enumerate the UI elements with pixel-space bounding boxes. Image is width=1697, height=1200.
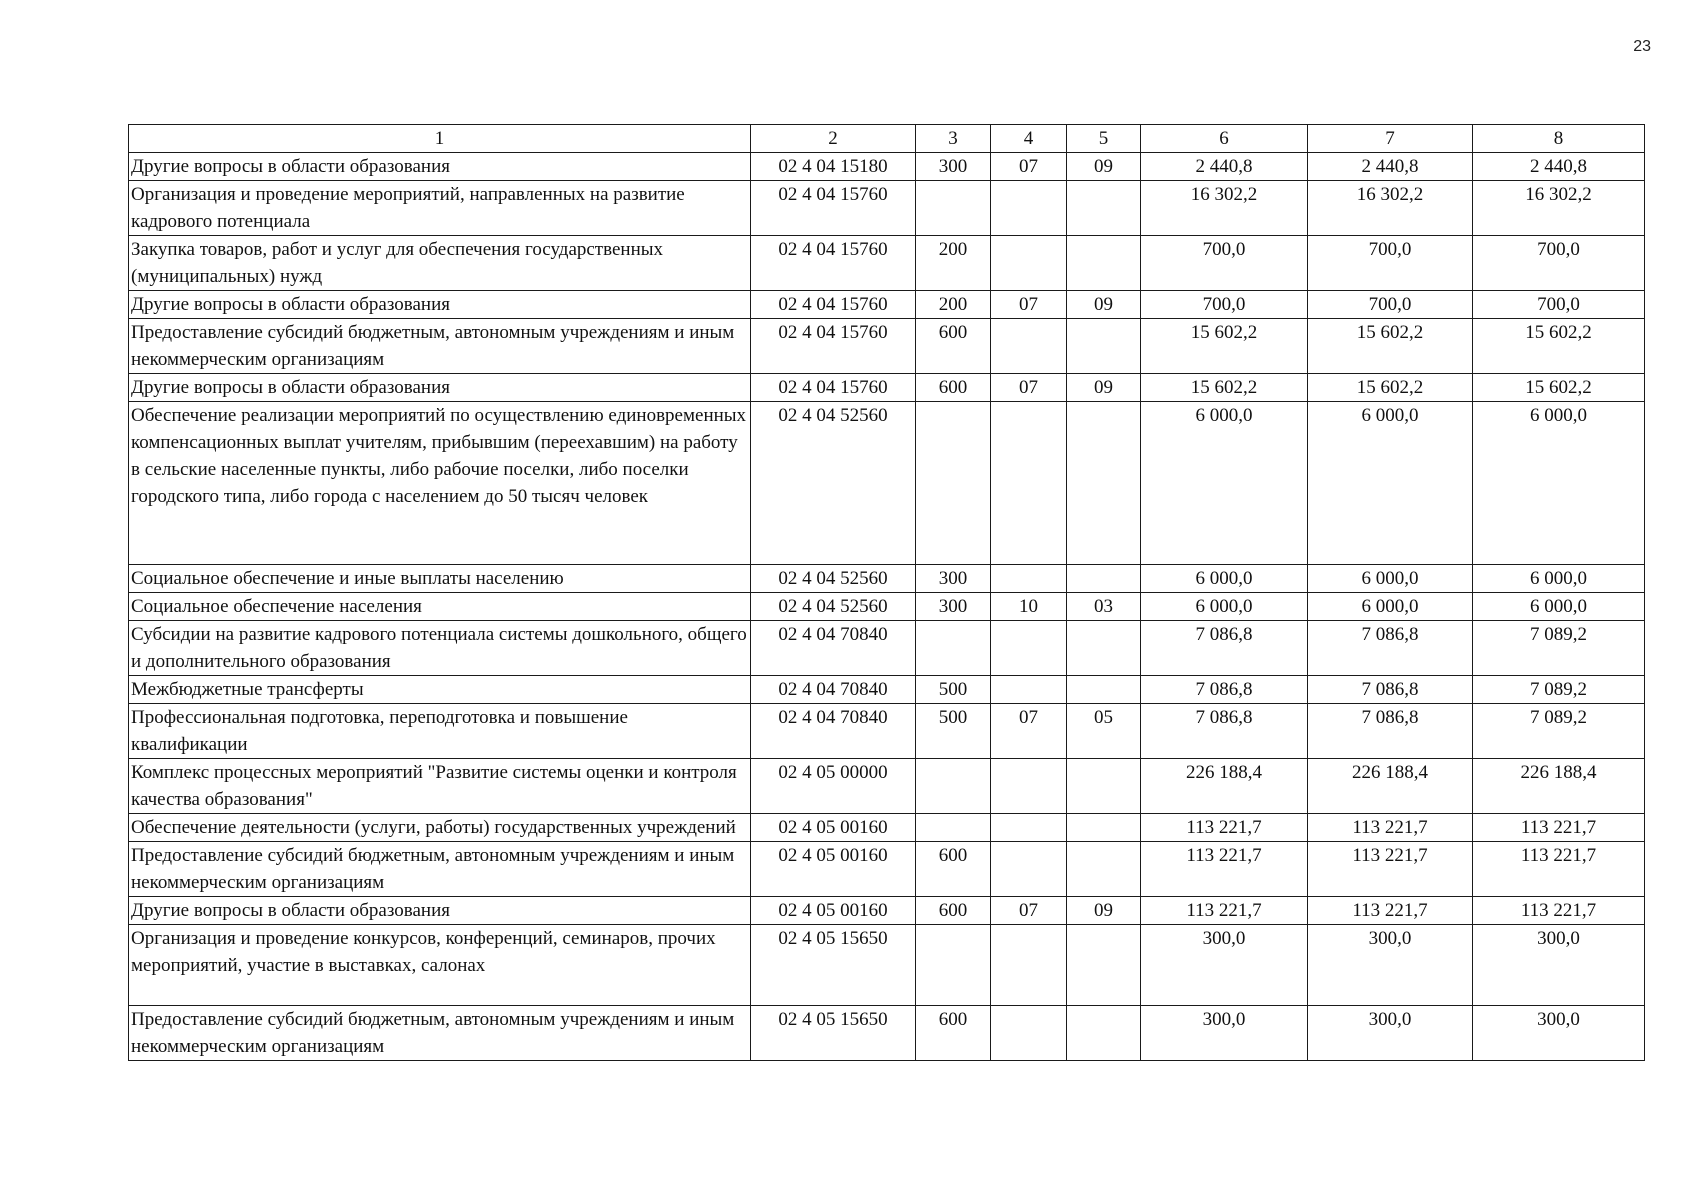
amount-col6-cell: 7 086,8 bbox=[1141, 676, 1308, 704]
page-number: 23 bbox=[1633, 38, 1651, 55]
amount-col7-cell: 113 221,7 bbox=[1308, 897, 1473, 925]
subsection-cell bbox=[1067, 621, 1141, 676]
amount-col8-cell: 113 221,7 bbox=[1473, 814, 1645, 842]
section-cell bbox=[991, 565, 1067, 593]
amount-col7-cell: 113 221,7 bbox=[1308, 842, 1473, 897]
subsection-cell bbox=[1067, 319, 1141, 374]
table-row bbox=[129, 565, 1645, 593]
section-cell: 07 bbox=[991, 291, 1067, 319]
amount-col7-cell: 6 000,0 bbox=[1308, 593, 1473, 621]
table-row bbox=[129, 759, 1645, 814]
subsection-cell: 09 bbox=[1067, 897, 1141, 925]
amount-col7-cell: 7 086,8 bbox=[1308, 621, 1473, 676]
expense-type-cell: 600 bbox=[916, 1006, 991, 1061]
amount-col8-cell: 226 188,4 bbox=[1473, 759, 1645, 814]
amount-col8-cell: 700,0 bbox=[1473, 236, 1645, 291]
subsection-cell bbox=[1067, 1006, 1141, 1061]
expense-type-cell bbox=[916, 814, 991, 842]
table-row bbox=[129, 319, 1645, 374]
target-code-cell: 02 4 04 70840 bbox=[751, 621, 916, 676]
amount-col6-cell: 15 602,2 bbox=[1141, 319, 1308, 374]
amount-col8-cell: 300,0 bbox=[1473, 925, 1645, 1006]
subsection-cell bbox=[1067, 565, 1141, 593]
item-name-cell: Предоставление субсидий бюджетным, автономным учреждениям и иным некоммерческим организациям bbox=[129, 842, 751, 897]
amount-col7-cell: 16 302,2 bbox=[1308, 181, 1473, 236]
section-cell bbox=[991, 676, 1067, 704]
table-row bbox=[129, 402, 1645, 565]
item-name-cell: Другие вопросы в области образования bbox=[129, 897, 751, 925]
section-cell bbox=[991, 236, 1067, 291]
target-code-cell: 02 4 04 52560 bbox=[751, 593, 916, 621]
expense-type-cell bbox=[916, 402, 991, 565]
item-name-cell: Профессиональная подготовка, переподготовка и повышение квалификации bbox=[129, 704, 751, 759]
amount-col8-cell: 6 000,0 bbox=[1473, 402, 1645, 565]
item-name-cell: Социальное обеспечение населения bbox=[129, 593, 751, 621]
section-cell bbox=[991, 925, 1067, 1006]
amount-col8-cell: 15 602,2 bbox=[1473, 319, 1645, 374]
table-row bbox=[129, 814, 1645, 842]
target-code-cell: 02 4 04 70840 bbox=[751, 704, 916, 759]
item-name-cell: Межбюджетные трансферты bbox=[129, 676, 751, 704]
table-row bbox=[129, 374, 1645, 402]
subsection-cell: 09 bbox=[1067, 153, 1141, 181]
amount-col7-cell: 2 440,8 bbox=[1308, 153, 1473, 181]
section-cell: 07 bbox=[991, 897, 1067, 925]
amount-col7-cell: 15 602,2 bbox=[1308, 319, 1473, 374]
header-cell: 5 bbox=[1067, 125, 1141, 153]
amount-col8-cell: 300,0 bbox=[1473, 1006, 1645, 1061]
item-name-cell: Субсидии на развитие кадрового потенциала системы дошкольного, общего и дополнительного образования bbox=[129, 621, 751, 676]
amount-col8-cell: 113 221,7 bbox=[1473, 842, 1645, 897]
item-name-cell: Другие вопросы в области образования bbox=[129, 374, 751, 402]
amount-col8-cell: 16 302,2 bbox=[1473, 181, 1645, 236]
expense-type-cell: 300 bbox=[916, 153, 991, 181]
amount-col7-cell: 15 602,2 bbox=[1308, 374, 1473, 402]
section-cell bbox=[991, 814, 1067, 842]
amount-col7-cell: 300,0 bbox=[1308, 925, 1473, 1006]
amount-col8-cell: 7 089,2 bbox=[1473, 704, 1645, 759]
target-code-cell: 02 4 04 15180 bbox=[751, 153, 916, 181]
subsection-cell: 09 bbox=[1067, 374, 1141, 402]
section-cell bbox=[991, 1006, 1067, 1061]
expense-type-cell: 500 bbox=[916, 704, 991, 759]
expense-type-cell: 600 bbox=[916, 842, 991, 897]
table-row bbox=[129, 621, 1645, 676]
expense-type-cell: 300 bbox=[916, 565, 991, 593]
subsection-cell: 09 bbox=[1067, 291, 1141, 319]
target-code-cell: 02 4 04 15760 bbox=[751, 374, 916, 402]
header-cell: 2 bbox=[751, 125, 916, 153]
item-name-cell: Предоставление субсидий бюджетным, автономным учреждениям и иным некоммерческим организациям bbox=[129, 1006, 751, 1061]
subsection-cell: 03 bbox=[1067, 593, 1141, 621]
amount-col6-cell: 7 086,8 bbox=[1141, 704, 1308, 759]
expense-type-cell bbox=[916, 759, 991, 814]
subsection-cell bbox=[1067, 402, 1141, 565]
target-code-cell: 02 4 05 00000 bbox=[751, 759, 916, 814]
expense-type-cell bbox=[916, 181, 991, 236]
subsection-cell bbox=[1067, 759, 1141, 814]
amount-col8-cell: 700,0 bbox=[1473, 291, 1645, 319]
amount-col7-cell: 6 000,0 bbox=[1308, 402, 1473, 565]
table-row bbox=[129, 842, 1645, 897]
section-cell bbox=[991, 842, 1067, 897]
header-cell: 4 bbox=[991, 125, 1067, 153]
section-cell bbox=[991, 621, 1067, 676]
header-row bbox=[129, 125, 1645, 153]
amount-col8-cell: 7 089,2 bbox=[1473, 621, 1645, 676]
section-cell bbox=[991, 402, 1067, 565]
amount-col6-cell: 2 440,8 bbox=[1141, 153, 1308, 181]
item-name-cell: Другие вопросы в области образования bbox=[129, 291, 751, 319]
subsection-cell: 05 bbox=[1067, 704, 1141, 759]
amount-col7-cell: 300,0 bbox=[1308, 1006, 1473, 1061]
target-code-cell: 02 4 05 00160 bbox=[751, 842, 916, 897]
amount-col6-cell: 16 302,2 bbox=[1141, 181, 1308, 236]
amount-col7-cell: 226 188,4 bbox=[1308, 759, 1473, 814]
header-cell: 6 bbox=[1141, 125, 1308, 153]
target-code-cell: 02 4 05 00160 bbox=[751, 897, 916, 925]
amount-col8-cell: 2 440,8 bbox=[1473, 153, 1645, 181]
amount-col6-cell: 15 602,2 bbox=[1141, 374, 1308, 402]
item-name-cell: Предоставление субсидий бюджетным, автономным учреждениям и иным некоммерческим организациям bbox=[129, 319, 751, 374]
amount-col6-cell: 300,0 bbox=[1141, 925, 1308, 1006]
item-name-cell: Другие вопросы в области образования bbox=[129, 153, 751, 181]
amount-col7-cell: 7 086,8 bbox=[1308, 676, 1473, 704]
amount-col7-cell: 700,0 bbox=[1308, 291, 1473, 319]
target-code-cell: 02 4 04 15760 bbox=[751, 319, 916, 374]
subsection-cell bbox=[1067, 814, 1141, 842]
amount-col7-cell: 700,0 bbox=[1308, 236, 1473, 291]
subsection-cell bbox=[1067, 181, 1141, 236]
item-name-cell: Закупка товаров, работ и услуг для обеспечения государственных (муниципальных) нужд bbox=[129, 236, 751, 291]
header-cell: 3 bbox=[916, 125, 991, 153]
table-body bbox=[129, 125, 1645, 1061]
subsection-cell bbox=[1067, 925, 1141, 1006]
amount-col7-cell: 113 221,7 bbox=[1308, 814, 1473, 842]
target-code-cell: 02 4 04 52560 bbox=[751, 402, 916, 565]
amount-col6-cell: 226 188,4 bbox=[1141, 759, 1308, 814]
table-row bbox=[129, 1006, 1645, 1061]
amount-col7-cell: 6 000,0 bbox=[1308, 565, 1473, 593]
target-code-cell: 02 4 04 52560 bbox=[751, 565, 916, 593]
table-row bbox=[129, 291, 1645, 319]
table-row bbox=[129, 676, 1645, 704]
amount-col8-cell: 6 000,0 bbox=[1473, 593, 1645, 621]
table-row bbox=[129, 593, 1645, 621]
subsection-cell bbox=[1067, 236, 1141, 291]
target-code-cell: 02 4 04 15760 bbox=[751, 181, 916, 236]
amount-col6-cell: 6 000,0 bbox=[1141, 593, 1308, 621]
amount-col6-cell: 700,0 bbox=[1141, 236, 1308, 291]
table-row bbox=[129, 181, 1645, 236]
amount-col6-cell: 6 000,0 bbox=[1141, 565, 1308, 593]
header-cell: 7 bbox=[1308, 125, 1473, 153]
expense-type-cell: 200 bbox=[916, 236, 991, 291]
expense-type-cell: 600 bbox=[916, 319, 991, 374]
table-row bbox=[129, 925, 1645, 1006]
amount-col6-cell: 700,0 bbox=[1141, 291, 1308, 319]
target-code-cell: 02 4 05 00160 bbox=[751, 814, 916, 842]
table-row bbox=[129, 897, 1645, 925]
amount-col8-cell: 113 221,7 bbox=[1473, 897, 1645, 925]
expense-type-cell: 300 bbox=[916, 593, 991, 621]
section-cell bbox=[991, 759, 1067, 814]
expense-type-cell bbox=[916, 925, 991, 1006]
target-code-cell: 02 4 04 15760 bbox=[751, 236, 916, 291]
item-name-cell: Организация и проведение конкурсов, конференций, семинаров, прочих мероприятий, участие в выставках, салонах bbox=[129, 925, 751, 1006]
amount-col8-cell: 6 000,0 bbox=[1473, 565, 1645, 593]
amount-col8-cell: 15 602,2 bbox=[1473, 374, 1645, 402]
amount-col6-cell: 6 000,0 bbox=[1141, 402, 1308, 565]
target-code-cell: 02 4 04 15760 bbox=[751, 291, 916, 319]
table-row bbox=[129, 704, 1645, 759]
budget-table bbox=[128, 124, 1645, 1061]
expense-type-cell: 200 bbox=[916, 291, 991, 319]
target-code-cell: 02 4 05 15650 bbox=[751, 925, 916, 1006]
item-name-cell: Обеспечение реализации мероприятий по осуществлению единовременных компенсационных выплат учителям, прибывшим (переехавшим) на работу в сельские населенные пункты, либо рабочие поселки, либо поселки городского типа, либо города с населением до 50 тысяч человек bbox=[129, 402, 751, 565]
section-cell: 07 bbox=[991, 374, 1067, 402]
item-name-cell: Комплекс процессных мероприятий "Развитие системы оценки и контроля качества образования" bbox=[129, 759, 751, 814]
amount-col6-cell: 300,0 bbox=[1141, 1006, 1308, 1061]
expense-type-cell: 500 bbox=[916, 676, 991, 704]
table-row bbox=[129, 153, 1645, 181]
amount-col7-cell: 7 086,8 bbox=[1308, 704, 1473, 759]
amount-col6-cell: 7 086,8 bbox=[1141, 621, 1308, 676]
subsection-cell bbox=[1067, 842, 1141, 897]
amount-col8-cell: 7 089,2 bbox=[1473, 676, 1645, 704]
section-cell: 07 bbox=[991, 704, 1067, 759]
item-name-cell: Организация и проведение мероприятий, направленных на развитие кадрового потенциала bbox=[129, 181, 751, 236]
section-cell: 07 bbox=[991, 153, 1067, 181]
amount-col6-cell: 113 221,7 bbox=[1141, 897, 1308, 925]
section-cell bbox=[991, 181, 1067, 236]
expense-type-cell: 600 bbox=[916, 897, 991, 925]
amount-col6-cell: 113 221,7 bbox=[1141, 842, 1308, 897]
expense-type-cell bbox=[916, 621, 991, 676]
header-cell: 8 bbox=[1473, 125, 1645, 153]
amount-col6-cell: 113 221,7 bbox=[1141, 814, 1308, 842]
table-row bbox=[129, 236, 1645, 291]
section-cell bbox=[991, 319, 1067, 374]
target-code-cell: 02 4 05 15650 bbox=[751, 1006, 916, 1061]
item-name-cell: Социальное обеспечение и иные выплаты населению bbox=[129, 565, 751, 593]
header-cell: 1 bbox=[129, 125, 751, 153]
expense-type-cell: 600 bbox=[916, 374, 991, 402]
target-code-cell: 02 4 04 70840 bbox=[751, 676, 916, 704]
section-cell: 10 bbox=[991, 593, 1067, 621]
item-name-cell: Обеспечение деятельности (услуги, работы) государственных учреждений bbox=[129, 814, 751, 842]
subsection-cell bbox=[1067, 676, 1141, 704]
